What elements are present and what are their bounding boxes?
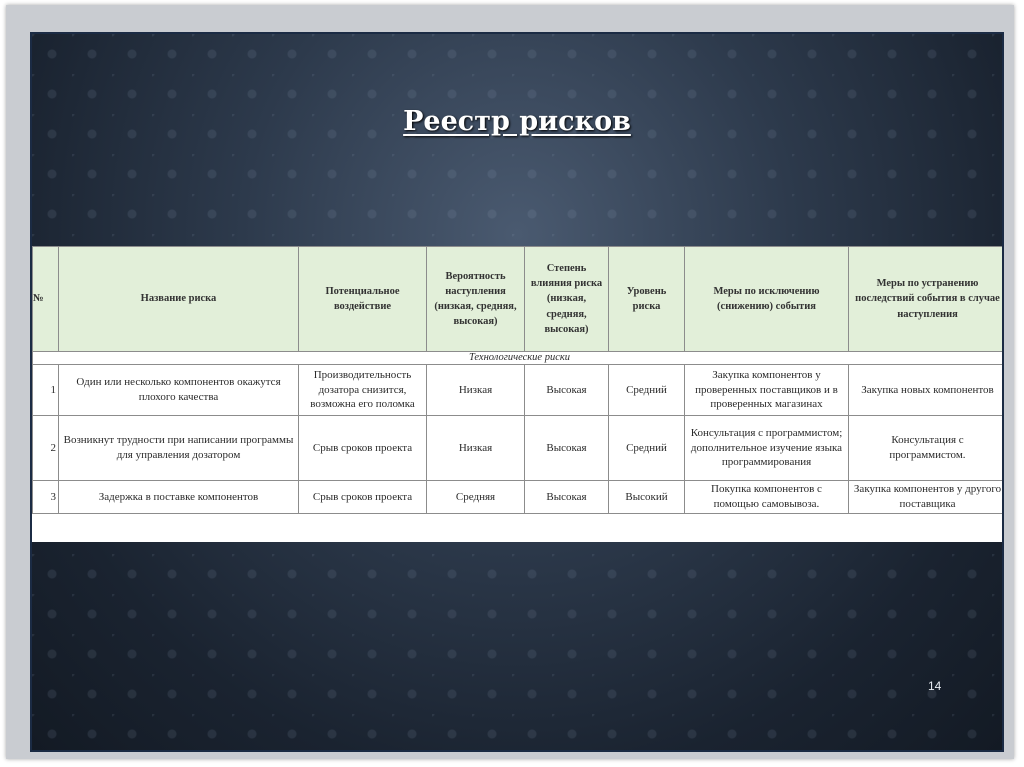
header-influence: Степень влияния риска (низкая, средняя, высокая) <box>525 247 609 352</box>
table-row <box>33 416 1005 481</box>
cell-impact: Производительность дозатора снизится, возможна его поломка <box>299 365 427 416</box>
header-impact: Потенциальное воздействие <box>299 247 427 352</box>
page-number: 14 <box>928 679 942 693</box>
cell-num: 3 <box>33 481 59 514</box>
cell-probability: Низкая <box>427 365 525 416</box>
cell-num: 2 <box>33 416 59 481</box>
cell-influence: Высокая <box>525 481 609 514</box>
cell-level: Высокий <box>609 481 685 514</box>
cell-prevention: Закупка компонентов у проверенных поставщиков и в проверенных магазинах <box>685 365 849 416</box>
cell-risk-name: Возникнут трудности при написании программы для управления дозатором <box>59 416 299 481</box>
slide-frame <box>6 5 1014 759</box>
cell-prevention: Покупка компонентов с помощью самовывоза. <box>685 481 849 514</box>
slide <box>30 32 1004 752</box>
cell-prevention: Консультация с программистом; дополнительное изучение языка программирования <box>685 416 849 481</box>
header-prevention: Меры по исключению (снижению) события <box>685 247 849 352</box>
header-risk-name: Название риска <box>59 247 299 352</box>
header-num: № <box>33 247 59 352</box>
cell-impact: Срыв сроков проекта <box>299 481 427 514</box>
header-probability: Вероятность наступления (низкая, средняя, высокая) <box>427 247 525 352</box>
section-label: Технологические риски <box>33 352 1005 365</box>
cell-probability: Низкая <box>427 416 525 481</box>
table-row <box>33 365 1005 416</box>
cell-mitigation: Закупка новых компонентов <box>849 365 1005 416</box>
cell-risk-name: Один или несколько компонентов окажутся плохого качества <box>59 365 299 416</box>
slide-title: Реестр рисков <box>403 106 631 137</box>
cell-mitigation: Закупка компонентов у другого поставщика <box>849 481 1005 514</box>
section-row <box>33 352 1005 365</box>
cell-num: 1 <box>33 365 59 416</box>
header-level: Уровень риска <box>609 247 685 352</box>
cell-influence: Высокая <box>525 416 609 481</box>
cell-probability: Средняя <box>427 481 525 514</box>
cell-impact: Срыв сроков проекта <box>299 416 427 481</box>
table-header-row <box>33 247 1005 352</box>
cell-mitigation: Консультация с программистом. <box>849 416 1005 481</box>
header-mitigation: Меры по устранению последствий события в случае наступления <box>849 247 1005 352</box>
cell-influence: Высокая <box>525 365 609 416</box>
cell-level: Средний <box>609 365 685 416</box>
table-row <box>33 481 1005 514</box>
risk-register-table <box>32 246 1004 514</box>
cell-risk-name: Задержка в поставке компонентов <box>59 481 299 514</box>
cell-level: Средний <box>609 416 685 481</box>
risk-register-table-wrap <box>32 246 1004 542</box>
